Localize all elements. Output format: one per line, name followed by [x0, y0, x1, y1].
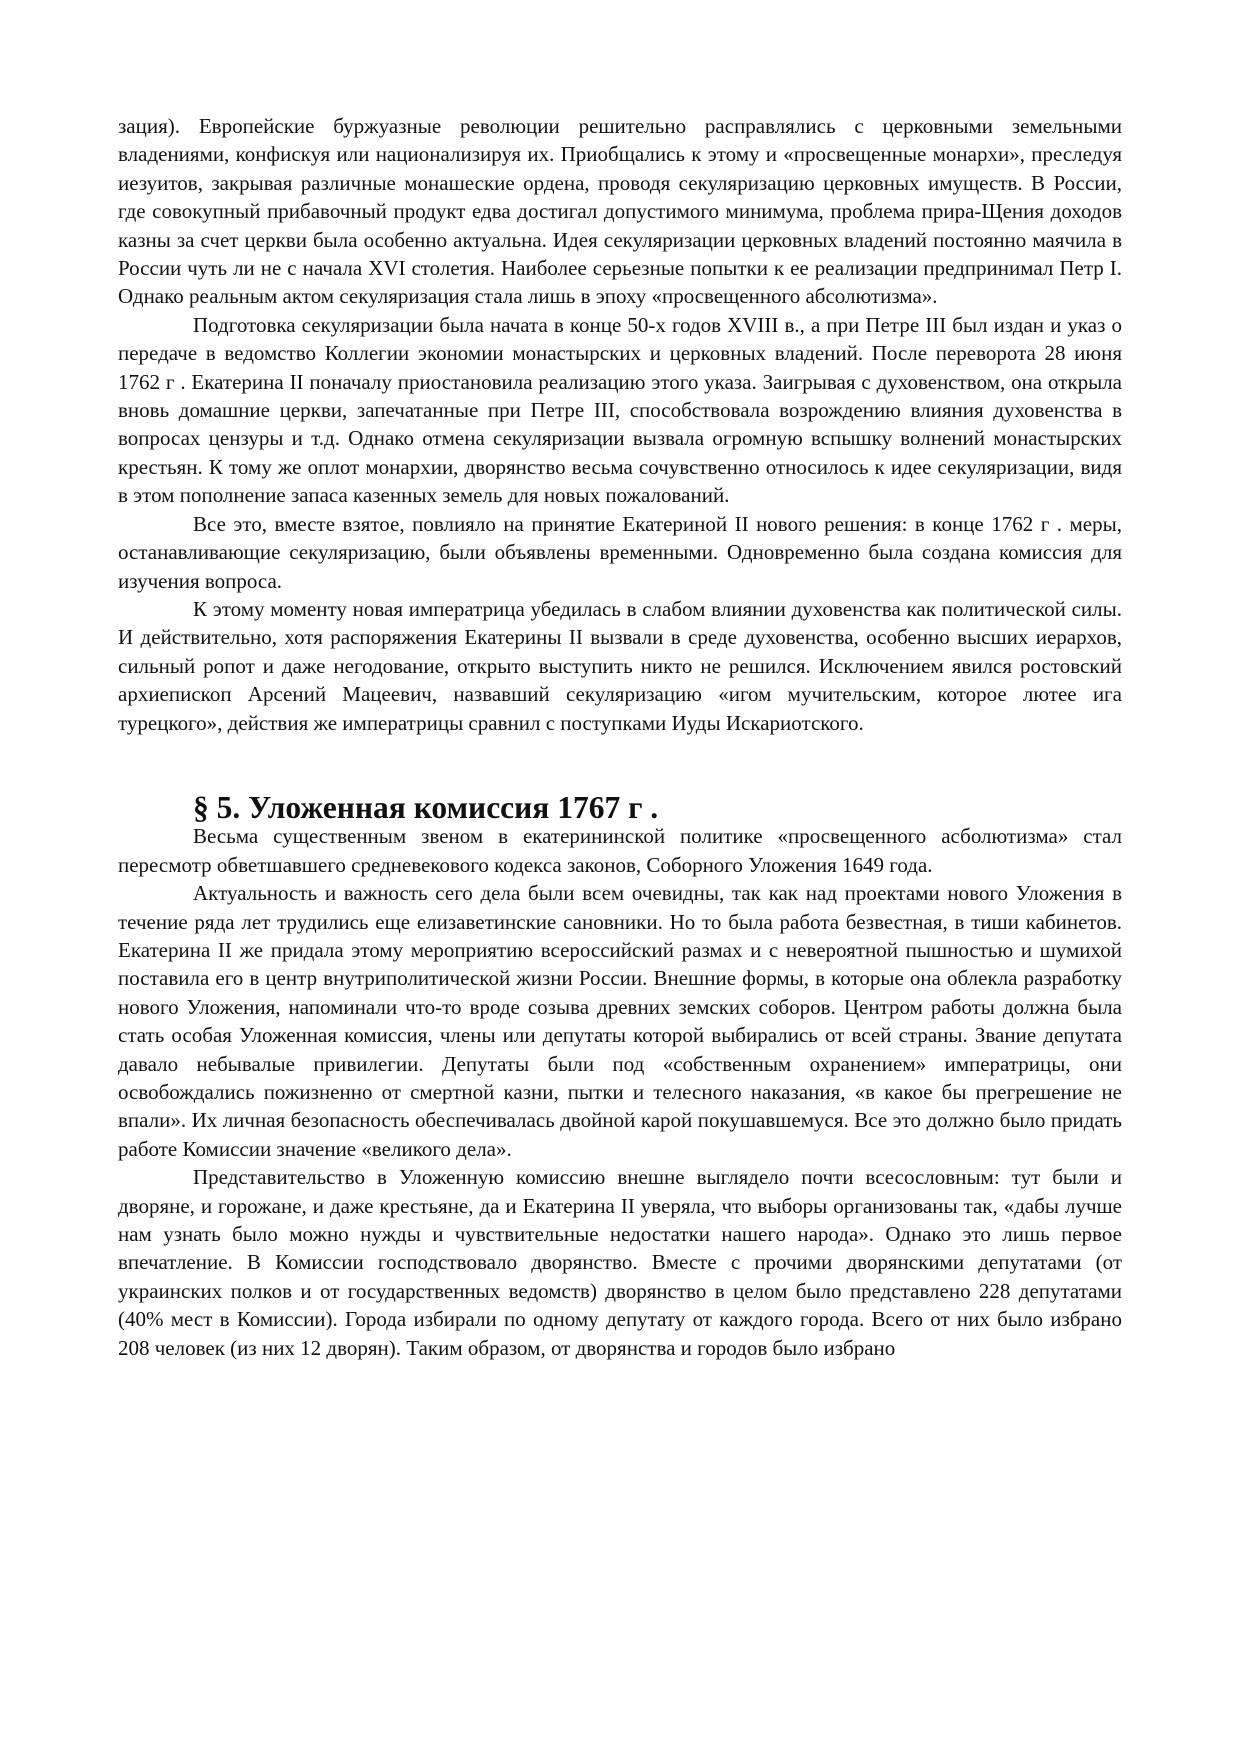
paragraph-secularization-intro: зация). Европейские буржуазные революции решительно расправлялись с церковными земельными владениями, конфискуя или национализируя их. Приобщались к этому и «просвещенные монархи», преследуя иезуитов, закрывая различные монашеские ордена, проводя секуляризацию церковных имуществ. В России, где совокупный прибавочный продукт едва достигал допустимого минимума, проблема прира-Щения доходов казны за счет церкви была особенно актуальна. Идея секуляризации церковных владений постоянно маячила в России чуть ли не с начала XVI столетия. Наиболее серьезные попытки к ее реализации предпринимал Петр I. Однако реальным актом секуляризация стала лишь в эпоху «просвещенного абсолютизма».: [118, 114, 1122, 309]
paragraph-commission-importance: Актуальность и важность сего дела были всем очевидны, так как над проектами нового Уложения в течение ряда лет трудились еще елизаветинские сановники. Но то была работа безвестная, в тиши кабинетов. Екатерина II же придала этому мероприятию всероссийский размах и с невероятной пышностью и шумихой поставила его в центр внутриполитической жизни России. Внешние формы, в которые она облекла разработку нового Уложения, напоминали что-то вроде созыва древних земских соборов. Центром работы должна была стать особая Уложенная комиссия, члены или депутаты которой выбирались от всей страны. Звание депутата давало небывалые привилегии. Депутаты были под «собственным охранением» императрицы, они освобождались пожизненно от смертной казни, пытки и телесного наказания, «в какое бы прегрешение не впали». Их личная безопасность обеспечивалась двойной карой покушавшемуся. Все это должно было придать работе Комиссии значение «великого дела».: [118, 881, 1122, 1161]
section-heading: § 5. Уложенная комиссия 1767 г .: [193, 789, 659, 825]
paragraph-commission-representation: Представительство в Уложенную комиссию внешне выглядело почти всесословным: тут были и дворяне, и горожане, и даже крестьяне, да и Екатерина II уверяла, что выборы организованы так, «дабы лучше нам узнать было можно нужды и чувствительные недостатки нашего народа». Однако это лишь первое впечатление. В Комиссии господствовало дворянство. Вместе с прочими дворянскими депутатами (от украинских полков и от государственных ведомств) дворянство в целом было представлено 228 депутатами (40% мест в Комиссии). Города избирали по одному депутату от каждого города. Всего от них было избрано 208 человек (из них 12 дворян). Таким образом, от дворянства и городов было избрано: [118, 1165, 1122, 1360]
paragraph-code-revision: Весьма существенным звеном в екатерининской политике «просвещенного асболютизма» стал пересмотр обветшавшего средневекового кодекса законов, Соборного Уложения 1649 года.: [118, 824, 1122, 877]
document-page: [118, 112, 1122, 1362]
paragraph-catherine-decision: Все это, вместе взятое, повлияло на принятие Екатериной II нового решения: в конце 1762 г . меры, останавливающие секуляризацию, были объявлены временными. Одновременно была создана комиссия для изучения вопроса.: [118, 511, 1122, 593]
paragraph-secularization-preparation: Подготовка секуляризации была начата в конце 50-х годов XVIII в., а при Петре III был издан и указ о передаче в ведомство Коллегии экономии монастырских и церковных владений. После переворота 28 июня 1762 г . Екатерина II поначалу приостановила реализацию этого указа. Заигрывая с духовенством, она открыла вновь домашние церкви, запечатанные при Петре III, способствовала возрождению влияния духовенства в вопросах цензуры и т.д. Однако отмена секуляризации вызвала огромную вспышку волнений монастырских крестьян. К тому же оплот монархии, дворянство весьма сочувственно относилось к идее секуляризации, видя в этом пополнение запаса казенных земель для новых пожалований.: [118, 312, 1122, 508]
paragraph-clergy-influence: К этому моменту новая императрица убедилась в слабом влиянии духовенства как политической силы. И действительно, хотя распоряжения Екатерины II вызвали в среде духовенства, особенно высших иерархов, сильный ропот и даже негодование, открыто выступить никто не решился. Исключением явился ростовский архиепископ Арсений Мацеевич, назвавший секуляризацию «игом мучительским, которое лютее ига турецкого», действия же императрицы сравнил с поступками Иуды Искариотского.: [118, 596, 1122, 735]
